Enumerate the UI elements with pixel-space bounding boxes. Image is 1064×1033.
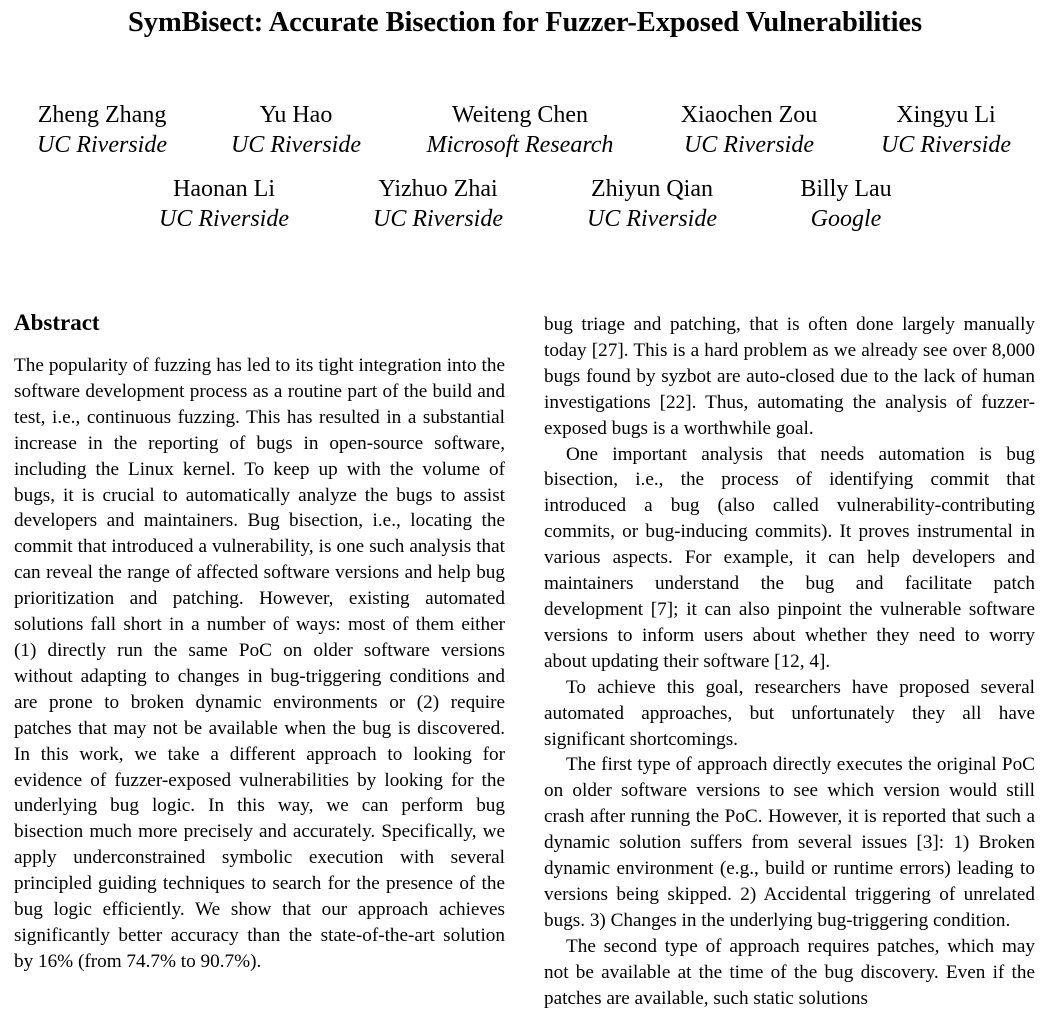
- abstract-column: [14, 353, 505, 975]
- author-affiliation: UC Riverside: [159, 206, 289, 232]
- body-paragraph: bug triage and patching, that is often done largely manually today [27]. This is a hard problem as we already see over 8,000 bugs found by syzbot are auto-closed due to the lack of human investigations [22]. Thus, automating the analysis of fuzzer-exposed bugs is a worthwhile goal.: [544, 314, 1035, 439]
- paper-title: SymBisect: Accurate Bisection for Fuzzer-Exposed Vulnerabilities: [128, 7, 922, 38]
- author-block: [826, 100, 1064, 160]
- intro-column: [544, 312, 1035, 1011]
- author-name: Xingyu Li: [896, 102, 996, 128]
- author-affiliation: UC Riverside: [37, 132, 167, 158]
- author-name: Haonan Li: [173, 176, 275, 202]
- author-block: [176, 100, 416, 160]
- body-paragraph: To achieve this goal, researchers have proposed several automated approaches, but unfortunately they all have significant shortcomings.: [544, 676, 1035, 750]
- author-affiliation: UC Riverside: [373, 206, 503, 232]
- body-paragraph: The first type of approach directly executes the original PoC on older software versions to see which version would still crash after running the PoC. However, it is reported that such a dynamic solution suffers from several issues [3]: 1) Broken dynamic environment (e.g., build or runtime errors) leading to versions being skipped. 2) Accidental triggering of unrelated bugs. 3) Changes in the underlying bug-triggering condition.: [544, 754, 1035, 931]
- author-affiliation: UC Riverside: [587, 206, 717, 232]
- author-name: Yizhuo Zhai: [378, 176, 498, 202]
- author-name: Yu Hao: [259, 102, 333, 128]
- author-name: Zhiyun Qian: [591, 176, 713, 202]
- author-affiliation: UC Riverside: [881, 132, 1011, 158]
- author-block: [400, 100, 640, 160]
- author-name: Weiteng Chen: [451, 102, 589, 128]
- author-name: Xiaochen Zou: [680, 102, 818, 128]
- author-name: Billy Lau: [800, 176, 892, 202]
- author-affiliation: Google: [810, 206, 882, 232]
- abstract-paragraph: The popularity of fuzzing has led to its tight integration into the software development process as a routine part of the build and test, i.e., continuous fuzzing. This has resulted in a substantial increase in the reporting of bugs in open-source software, including the Linux kernel. To keep up with the volume of bugs, it is crucial to automatically analyze the bugs to assist developers and maintainers. Bug bisection, i.e., locating the commit that introduced a vulnerability, is one such analysis that can reveal the range of affected software versions and help bug prioritization and patching. However, existing automated solutions fall short in a number of ways: most of them either (1) directly run the same PoC on older software versions without adapting to changes in bug-triggering conditions and are prone to broken dynamic environments or (2) require patches that may not be available when the bug is discovered. In this work, we take a different approach to looking for evidence of fuzzer-exposed vulnerabilities by looking for the underlying bug logic. In this way, we can perform bug bisection much more precisely and accurately. Specifically, we apply underconstrained symbolic execution with several principled guiding techniques to search for the presence of the bug logic efficiently. We show that our approach achieves significantly better accuracy than the state-of-the-art solution by 16% (from 74.7% to 90.7%).: [14, 355, 505, 972]
- author-affiliation: UC Riverside: [231, 132, 361, 158]
- author-name: Zheng Zhang: [37, 102, 167, 128]
- author-affiliation: Microsoft Research: [426, 132, 614, 158]
- abstract-heading: Abstract: [14, 310, 100, 335]
- author-block: [104, 174, 344, 234]
- body-paragraph: One important analysis that needs automation is bug bisection, i.e., the process of identifying commit that introduced a bug (also called vulnerability-contributing commits, or bug-inducing commits). It proves instrumental in various aspects. For example, it can help developers and maintainers understand the bug and facilitate patch development [7]; it can also pinpoint the vulnerable software versions to inform users about whether they need to worry about updating their software [12, 4].: [544, 443, 1035, 672]
- author-affiliation: UC Riverside: [684, 132, 814, 158]
- body-paragraph: The second type of approach requires patches, which may not be available at the time of the bug discovery. Even if the patches are available, such static solutions: [544, 935, 1035, 1009]
- author-block: [726, 174, 966, 234]
- author-block: [318, 174, 558, 234]
